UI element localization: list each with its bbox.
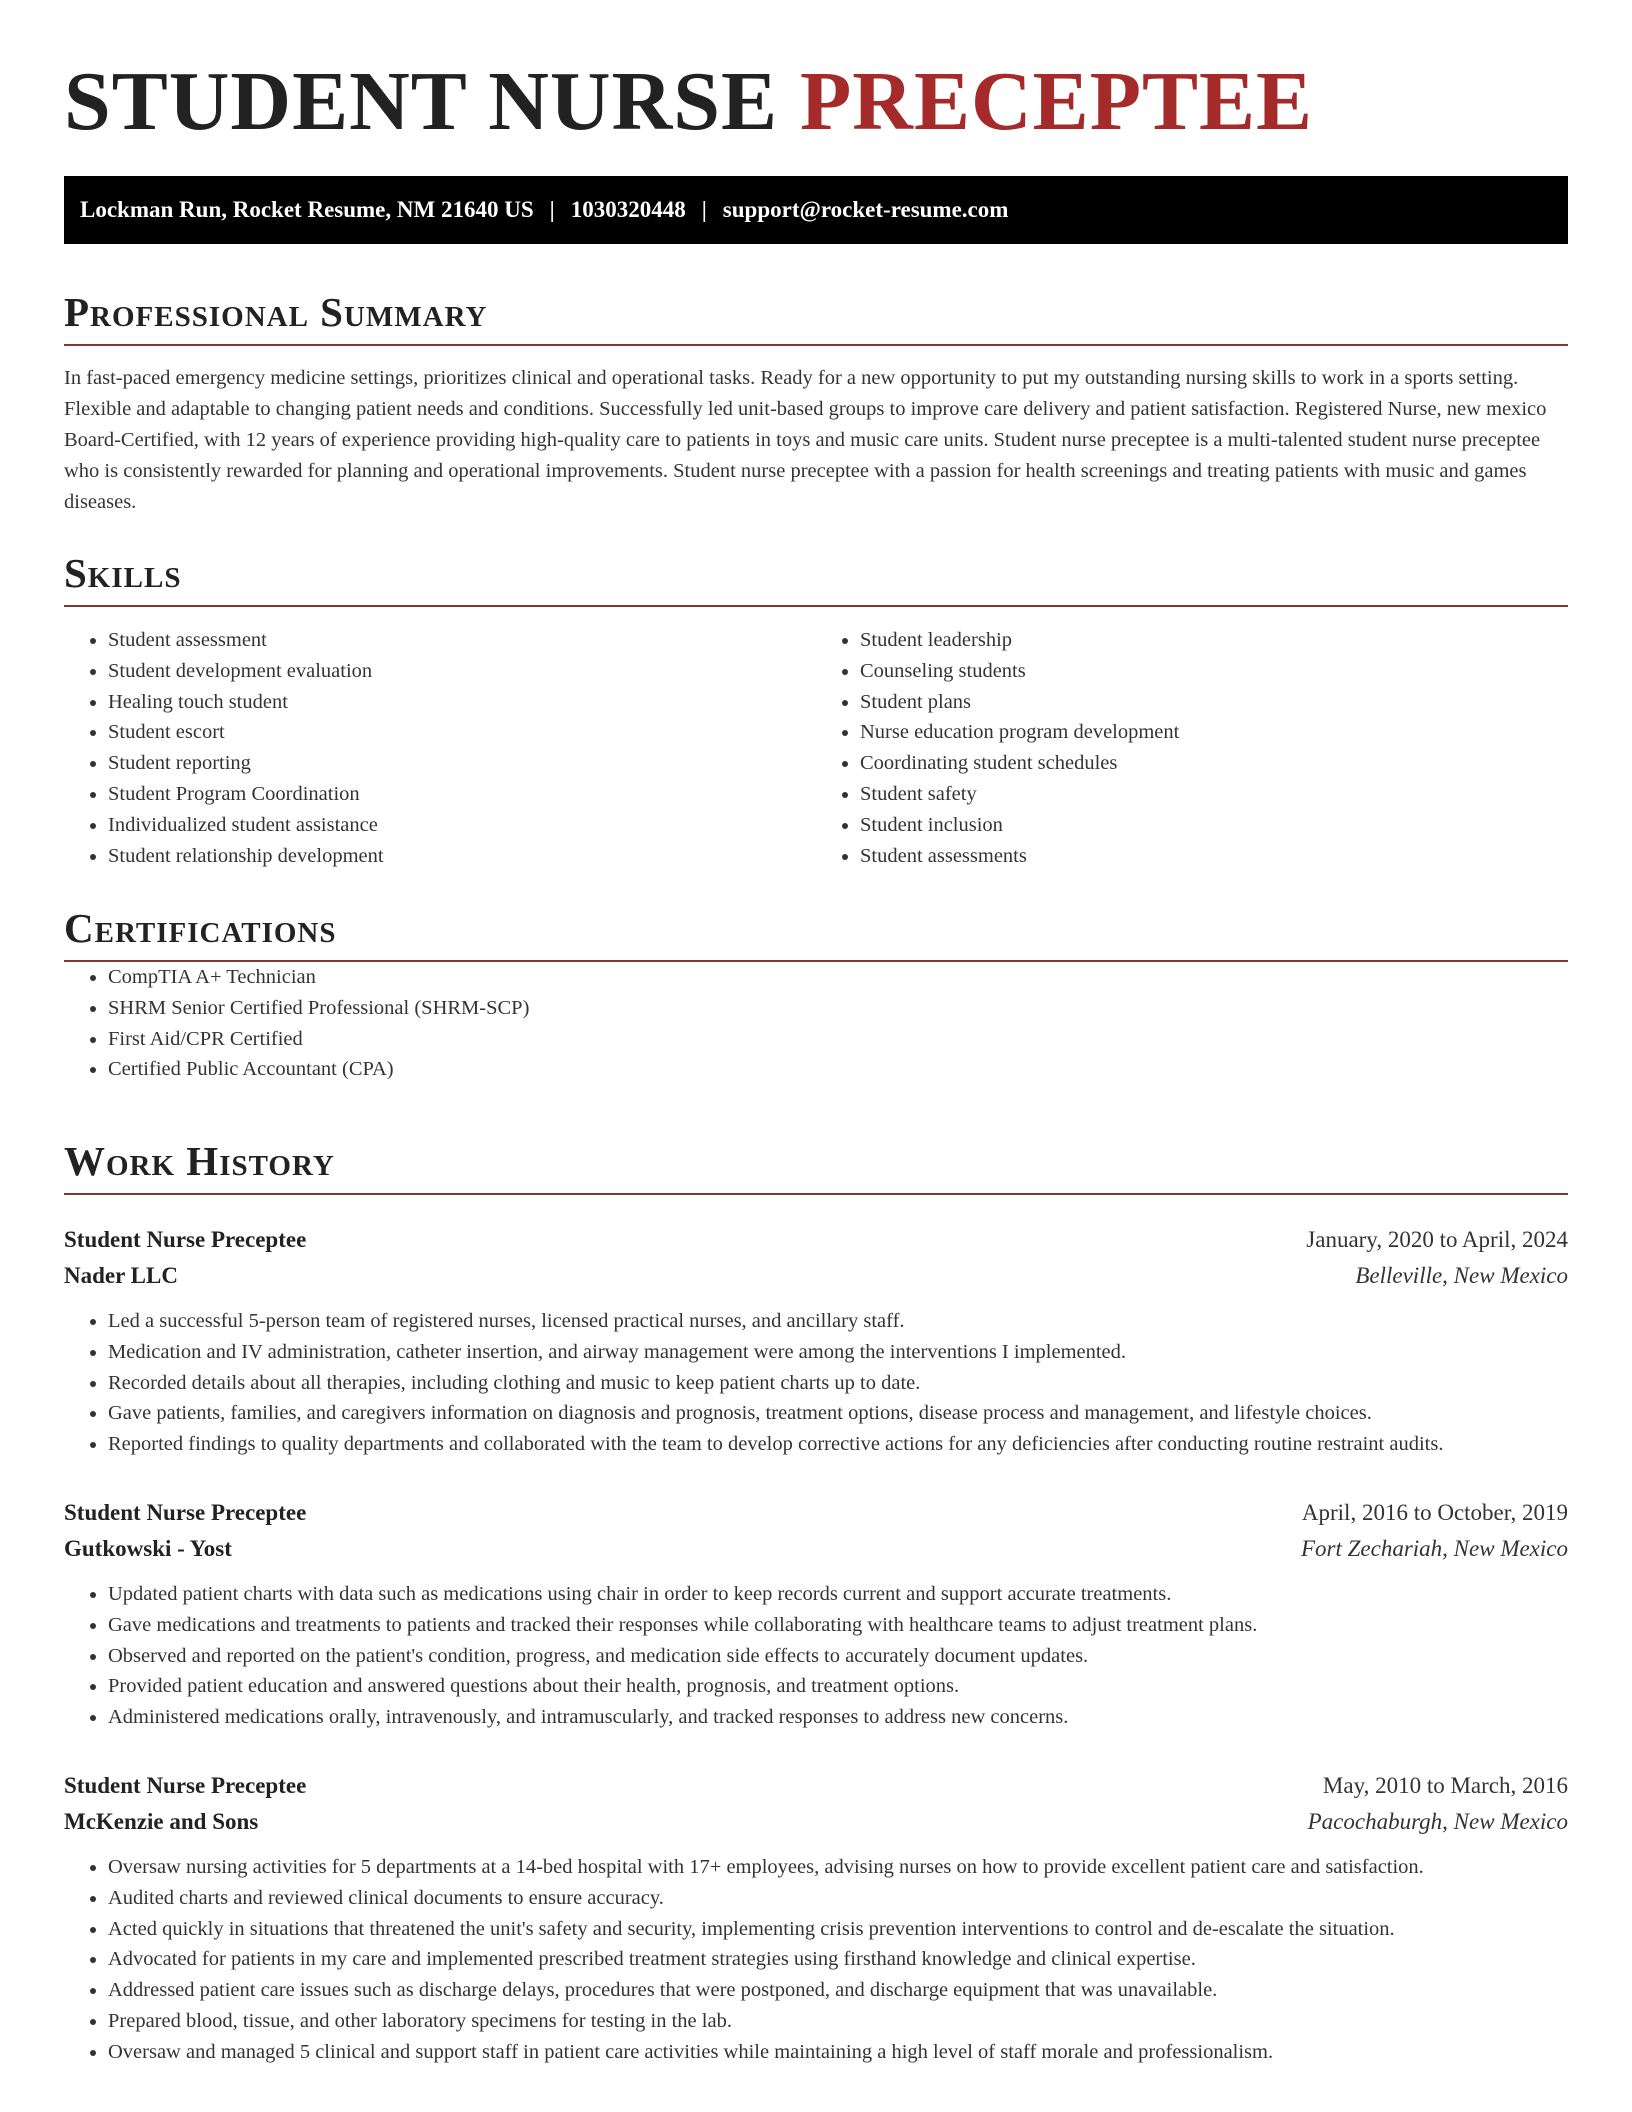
section-divider [64,344,1568,346]
certification-item: • SHRM Senior Certified Professional (SHRM-SCP) [108,993,1568,1024]
job-dates: January, 2020 to April, 2024 [1306,1227,1568,1252]
job-company: McKenzie and Sons [64,1809,259,1834]
job-dates: May, 2010 to March, 2016 [1322,1773,1568,1798]
certifications-heading: Certifications [64,905,337,951]
name-main: STUDENT NURSE [64,55,778,148]
job-title: Student Nurse Preceptee [64,1500,307,1525]
job-location: Belleville, New Mexico [1355,1263,1568,1288]
skill-item: • Nurse education program development [860,717,1568,748]
skill-item: • Counseling students [860,656,1568,687]
skill-item: • Student relationship development [108,841,816,872]
skill-item: • Student leadership [860,625,1568,656]
work-history-heading: Work History [64,1138,335,1184]
skill-item: • Coordinating student schedules [860,748,1568,779]
job-bullet: • Acted quickly in situations that threatened the unit's safety and security, implementing crisis prevention interventions to control and de-escalate the situation. [108,1914,1568,1945]
skills-columns [64,625,1568,871]
job-bullet: • Observed and reported on the patient's condition, progress, and medication side effects to accurately document updates. [108,1641,1568,1672]
job-dates: April, 2016 to October, 2019 [1301,1500,1568,1525]
job-company-row [64,1804,1568,1840]
job-title: Student Nurse Preceptee [64,1227,307,1252]
contact-separator: | [549,197,555,222]
certification-item: • CompTIA A+ Technician [108,962,1568,993]
job-bullet: • Oversaw nursing activities for 5 departments at a 14-bed hospital with 17+ employees, advising nurses on how to provide excellent patient care and satisfaction. [108,1852,1568,1883]
job-bullet: • Recorded details about all therapies, including clothing and music to keep patient charts up to date. [108,1368,1568,1399]
job-title: Student Nurse Preceptee [64,1773,307,1798]
skill-item: • Student safety [860,779,1568,810]
job-bullets [64,1852,1568,2068]
contact-address: Lockman Run, Rocket Resume, NM 21640 US [80,197,534,222]
skills-heading: Skills [64,550,182,596]
skill-item: • Student Program Coordination [108,779,816,810]
section-divider [64,605,1568,607]
job-company-row [64,1258,1568,1294]
skill-item: • Student inclusion [860,810,1568,841]
job-location: Fort Zechariah, New Mexico [1300,1536,1568,1561]
section-divider [64,1193,1568,1195]
job-bullet: • Prepared blood, tissue, and other laboratory specimens for testing in the lab. [108,2006,1568,2037]
job-entry [64,1495,1568,1733]
contact-separator: | [701,197,707,222]
job-bullet: • Gave patients, families, and caregivers information on diagnosis and prognosis, treatment options, disease process and management, and lifestyle choices. [108,1398,1568,1429]
job-bullets [64,1306,1568,1460]
job-bullet: • Updated patient charts with data such as medications using chair in order to keep records current and support accurate treatments. [108,1579,1568,1610]
job-header-row [64,1222,1568,1258]
job-bullet: • Provided patient education and answered questions about their health, prognosis, and treatment options. [108,1671,1568,1702]
skills-section [64,549,1568,871]
job-bullet: • Advocated for patients in my care and implemented prescribed treatment strategies using firsthand knowledge and clinical expertise. [108,1944,1568,1975]
job-location: Pacochaburgh, New Mexico [1307,1809,1568,1834]
job-bullet: • Administered medications orally, intravenously, and intramuscularly, and tracked responses to address new concerns. [108,1702,1568,1733]
certification-item: • First Aid/CPR Certified [108,1024,1568,1055]
certifications-section [64,904,1568,1085]
job-bullets [64,1579,1568,1733]
certifications-list [64,962,1568,1085]
job-bullet: • Medication and IV administration, catheter insertion, and airway management were among the interventions I implemented. [108,1337,1568,1368]
job-header-row [64,1768,1568,1804]
job-company: Gutkowski - Yost [64,1536,232,1561]
summary-section [64,288,1568,518]
skill-item: • Student assessments [860,841,1568,872]
job-bullet: • Audited charts and reviewed clinical documents to ensure accuracy. [108,1883,1568,1914]
name-accent: PRECEPTEE [800,55,1314,148]
job-header-row [64,1495,1568,1531]
skill-item: • Student assessment [108,625,816,656]
certification-item: • Certified Public Accountant (CPA) [108,1054,1568,1085]
skills-list-left [64,625,816,871]
skill-item: • Healing touch student [108,687,816,718]
job-bullet: • Reported findings to quality departments and collaborated with the team to develop corrective actions for any deficiencies after conducting routine restraint audits. [108,1429,1568,1460]
contact-email[interactable]: support@rocket-resume.com [722,197,1009,222]
work-history-section [64,1137,1568,1195]
skill-item: • Student reporting [108,748,816,779]
summary-heading: Professional Summary [64,289,488,335]
summary-text: In fast-paced emergency medicine settings, prioritizes clinical and operational tasks. Ready for a new opportunity to put my outstanding nursing skills to work in a sports setting. Flexible and adaptable to changing patient needs and conditions. Successfully led unit-based groups to improve care delivery and patient satisfaction. Registered Nurse, new mexico Board-Certified, with 12 years of experience providing high-quality care to patients in toys and music care units. Student nurse preceptee is a multi-talented student nurse preceptee who is consistently rewarded for planning and operational improvements. Student nurse preceptee with a passion for health screenings and treating patients with music and games diseases. [64,367,1547,513]
skill-item: • Individualized student assistance [108,810,816,841]
job-bullet: • Addressed patient care issues such as discharge delays, procedures that were postponed, and discharge equipment that was unavailable. [108,1975,1568,2006]
skills-list-right [816,625,1568,871]
job-entry [64,1768,1568,2068]
job-bullet: • Oversaw and managed 5 clinical and support staff in patient care activities while maintaining a high level of staff morale and professionalism. [108,2037,1568,2068]
job-bullet: • Led a successful 5-person team of registered nurses, licensed practical nurses, and ancillary staff. [108,1306,1568,1337]
job-company-row [64,1531,1568,1567]
skill-item: • Student development evaluation [108,656,816,687]
job-bullet: • Gave medications and treatments to patients and tracked their responses while collaborating with healthcare teams to adjust treatment plans. [108,1610,1568,1641]
skill-item: • Student escort [108,717,816,748]
skill-item: • Student plans [860,687,1568,718]
contact-phone: 1030320448 [570,197,686,222]
job-entry [64,1222,1568,1460]
job-company: Nader LLC [64,1263,178,1288]
resume-name [64,52,1313,153]
contact-bar [64,176,1568,244]
